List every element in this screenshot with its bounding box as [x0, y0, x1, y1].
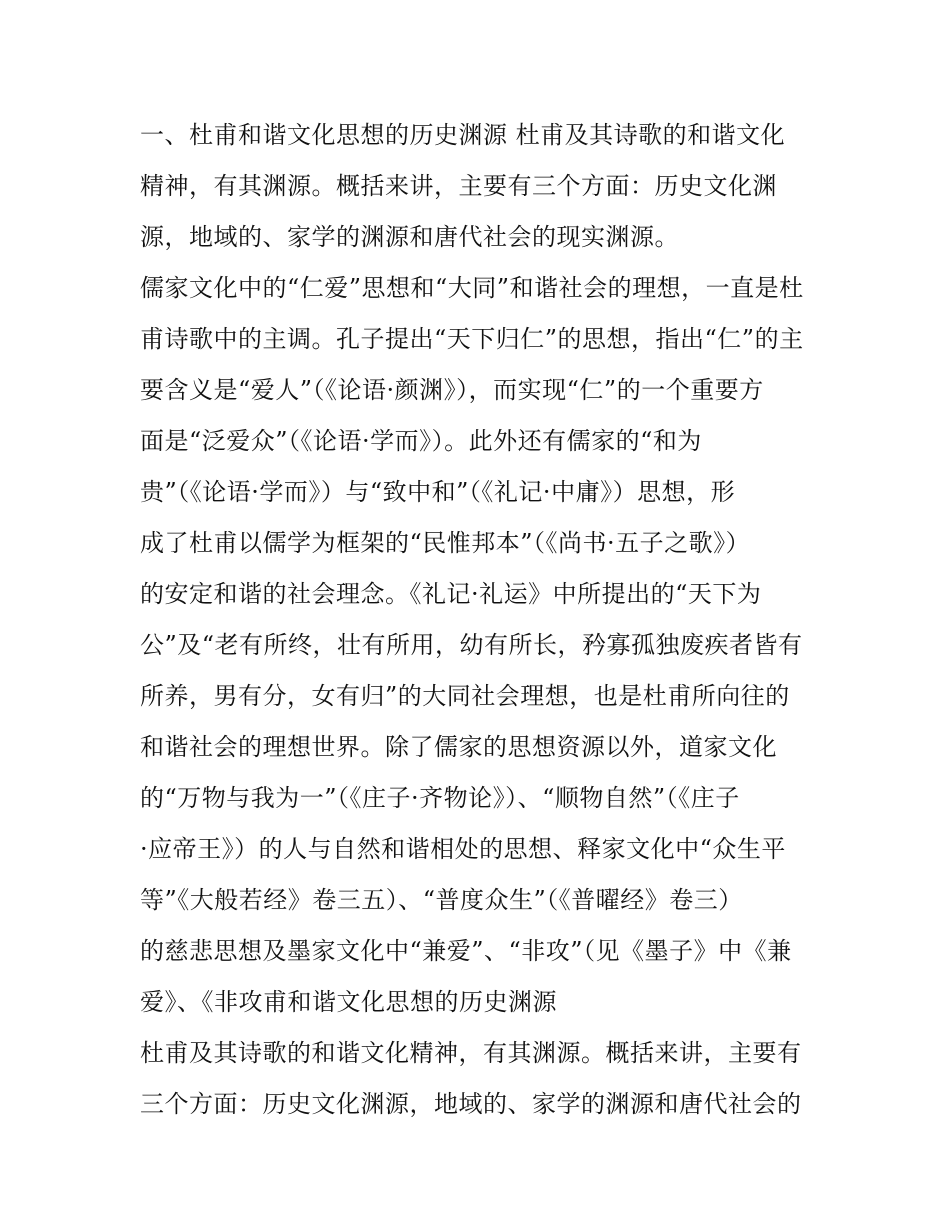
document-body: [140, 110, 820, 1130]
text-line-1: 一、杜甫和谐文化思想的历史渊源 杜甫及其诗歌的和谐文化: [140, 121, 786, 149]
text-line-8: 贵”（《论语·学而》）与“致中和”（《礼记·中庸》）思想，形: [140, 478, 736, 506]
text-line-11: 公”及“老有所终，壮有所用，幼有所长，矜寡孤独废疾者皆有: [140, 631, 803, 659]
text-line-10: 的安定和谐的社会理念。《礼记·礼运》中所提出的“天下为: [140, 580, 762, 608]
text-line-13: 和谐社会的理想世界。除了儒家的思想资源以外，道家文化: [140, 733, 777, 761]
text-line-16: 等”《大般若经》卷三五）、“普度众生”（《普曜经》卷三）: [140, 886, 743, 914]
text-line-7: 面是“泛爱众”（《论语·学而》）。此外还有儒家的“和为: [140, 427, 702, 455]
text-line-12: 所养，男有分，女有归”的大同社会理想，也是杜甫所向往的: [140, 682, 790, 710]
text-line-4: 儒家文化中的“仁爱”思想和“大同”和谐社会的理想，一直是杜: [140, 274, 804, 302]
text-line-17: 的慈悲思想及墨家文化中“兼爱”、“非攻”（见《墨子》中《兼: [140, 937, 792, 965]
text-line-18: 爱》、《非攻甫和谐文化思想的历史渊源: [140, 988, 557, 1016]
text-line-15: ·应帝王》）的人与自然和谐相处的思想、释家文化中“众生平: [140, 835, 786, 863]
text-line-14: 的“万物与我为一”（《庄子·齐物论》）、“顺物自然”（《庄子: [140, 784, 740, 812]
text-line-9: 成了杜甫以儒学为框架的“民惟邦本”（《尚书·五子之歌》）: [140, 529, 751, 557]
text-line-20: 三个方面：历史文化渊源，地域的、家学的渊源和唐代社会的: [140, 1090, 802, 1118]
text-line-6: 要含义是“爱人”（《论语·颜渊》），而实现“仁”的一个重要方: [140, 376, 764, 404]
text-line-5: 甫诗歌中的主调。孔子提出“天下归仁”的思想，指出“仁”的主: [140, 325, 804, 353]
text-line-19: 杜甫及其诗歌的和谐文化精神，有其渊源。概括来讲，主要有: [140, 1039, 802, 1067]
text-line-3: 源，地域的、家学的渊源和唐代社会的现实渊源。: [140, 223, 679, 251]
text-line-2: 精神，有其渊源。概括来讲，主要有三个方面：历史文化渊: [140, 172, 777, 200]
